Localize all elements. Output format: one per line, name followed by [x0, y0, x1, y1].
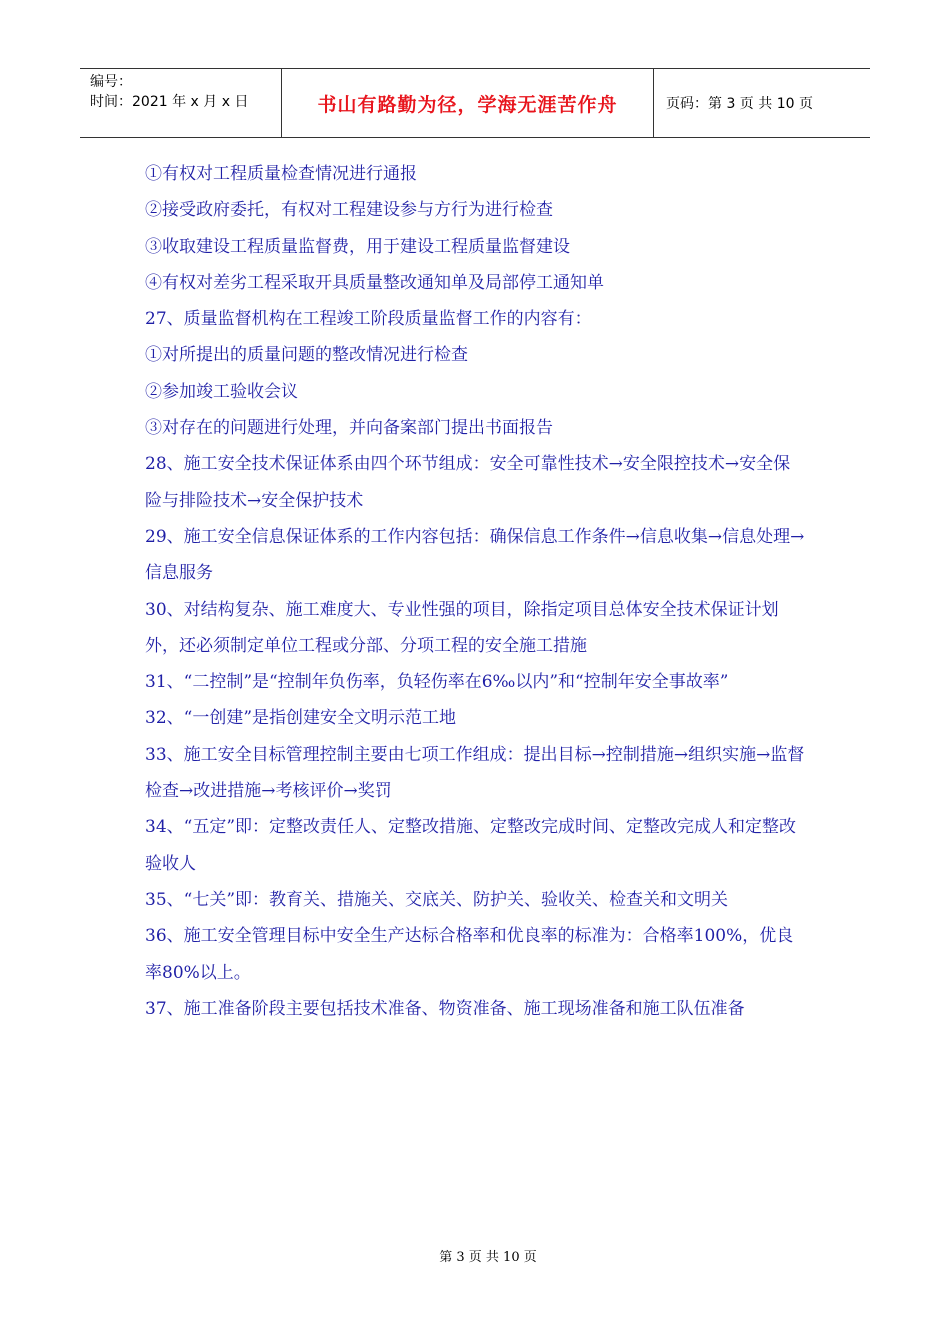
list-item: ③对存在的问题进行处理，并向备案部门提出书面报告	[145, 418, 553, 439]
document-header	[80, 68, 870, 138]
document-number-label: 编号：	[90, 74, 132, 90]
question-item: 29、施工安全信息保证体系的工作内容包括：确保信息工作条件→信息收集→信息处理→信息服务	[145, 526, 805, 584]
header-motto: 书山有路勤为径，学海无涯苦作舟	[317, 93, 618, 116]
question-item: 27、质量监督机构在工程竣工阶段质量监督工作的内容有：	[145, 309, 592, 330]
question-item: 30、对结构复杂、施工难度大、专业性强的项目，除指定项目总体安全技术保证计划外，还必须制定单位工程或分部、分项工程的安全施工措施	[145, 599, 779, 656]
footer-page-number: 第 3 页 共 10 页	[439, 1250, 537, 1265]
list-item: ①有权对工程质量检查情况进行通报	[145, 164, 417, 184]
header-page-info: 页码：第 3 页 共 10 页	[666, 96, 813, 112]
question-item: 37、施工准备阶段主要包括技术准备、物资准备、施工现场准备和施工队伍准备	[145, 998, 745, 1019]
question-item: 28、施工安全技术保证体系由四个环节组成：安全可靠性技术→安全限控技术→安全保险与排险技术→安全保护技术	[145, 454, 791, 511]
document-date-label: 时间：2021 年 x 月 x 日	[90, 94, 249, 110]
list-item: ③收取建设工程质量监督费，用于建设工程质量监督建设	[145, 236, 570, 257]
list-item: ④有权对差劣工程采取开具质量整改通知单及局部停工通知单	[145, 272, 604, 293]
header-meta-cell	[80, 69, 282, 137]
list-item: ②接受政府委托，有权对工程建设参与方行为进行检查	[145, 200, 553, 221]
question-item: 34、“五定”即：定整改责任人、定整改措施、定整改完成时间、定整改完成人和定整改验收人	[145, 817, 797, 874]
question-item: 31、“二控制”是“控制年负伤率，负轻伤率在6‰以内”和“控制年安全事故率”	[145, 672, 729, 693]
question-item: 32、“一创建”是指创建安全文明示范工地	[145, 708, 457, 729]
list-item: ①对所提出的质量问题的整改情况进行检查	[145, 345, 468, 366]
question-item: 35、“七关”即：教育关、措施关、交底关、防护关、验收关、检查关和文明关	[145, 889, 729, 910]
header-motto-cell	[282, 69, 654, 137]
header-page-cell	[654, 69, 870, 137]
document-body	[145, 156, 805, 1027]
question-item: 33、施工安全目标管理控制主要由七项工作组成：提出目标→控制措施→组织实施→监督检查→改进措施→考核评价→奖罚	[145, 744, 805, 802]
question-item: 36、施工安全管理目标中安全生产达标合格率和优良率的标准为：合格率100%，优良率80%以上。	[145, 926, 794, 983]
list-item: ②参加竣工验收会议	[145, 381, 298, 402]
page-footer	[0, 1246, 950, 1265]
